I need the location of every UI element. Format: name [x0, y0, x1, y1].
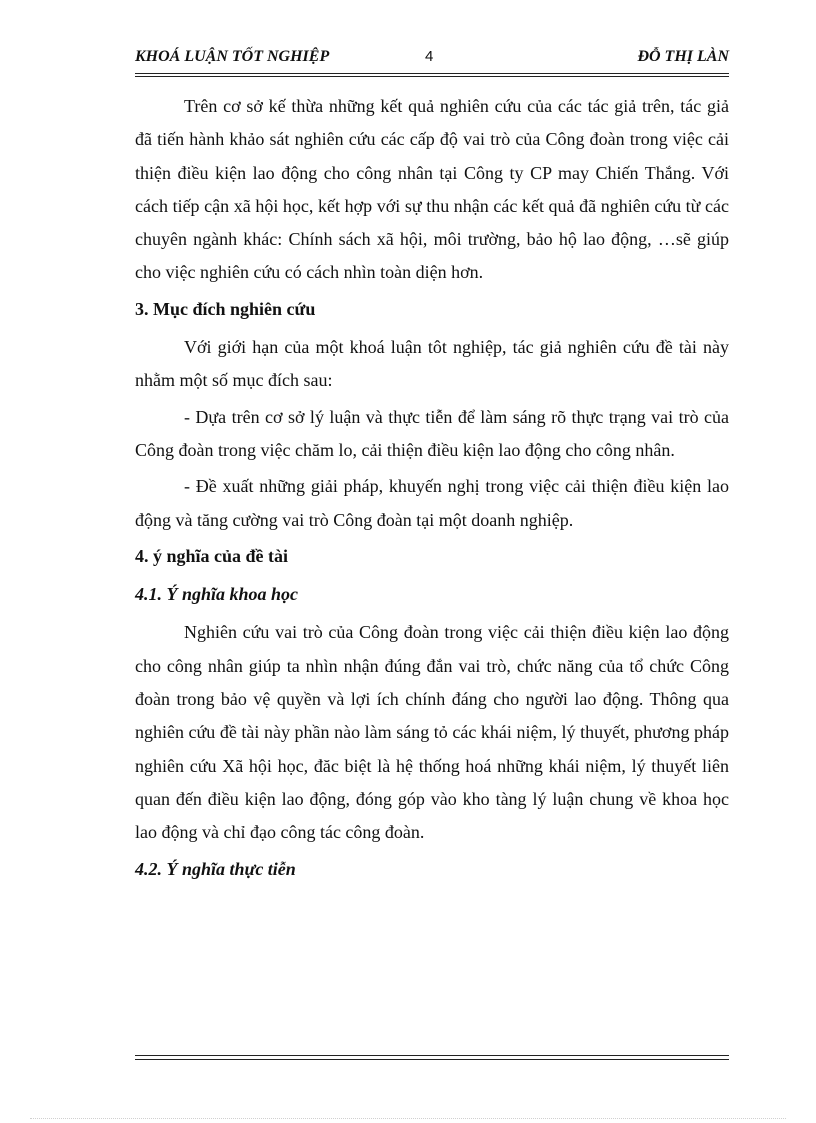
heading-scientific-significance: 4.1. Ý nghĩa khoa học: [135, 584, 299, 605]
paragraph-purpose-item-1: - Dựa trên cơ sở lý luận và thực tiễn để làm sáng rõ thực trạng vai trò của Công đoàn trong việc chăm lo, cải thiện điều kiện lao động cho công nhân.: [135, 406, 729, 460]
heading-significance: 4. ý nghĩa của đề tài: [135, 545, 289, 566]
paragraph-purpose-item-2: - Đề xuất những giải pháp, khuyến nghị trong việc cải thiện điều kiện lao động và tăng cường vai trò Công đoàn tại một doanh nghiệp.: [135, 476, 729, 530]
heading-practical-significance: 4.2. Ý nghĩa thực tiễn: [135, 858, 296, 879]
paragraph-purpose-intro: Với giới hạn của một khoá luận tôt nghiệp, tác giả nghiên cứu đề tài này nhằm một số mục đích sau:: [135, 337, 729, 391]
paragraph-research-basis: Trên cơ sở kế thừa những kết quả nghiên cứu của các tác giả trên, tác giả đã tiến hành khảo sát nghiên cứu các cấp độ vai trò của Công đoàn trong việc cải thiện điều kiện lao động cho công nhân tại Công ty CP may Chiến Thắng. Với cách tiếp cận xã hội học, kết hợp với sự thu nhận các kết quả đã nghiên cứu từ các chuyên ngành khác: Chính sách xã hội, môi trường, bảo hộ lao động, …sẽ giúp cho việc nghiên cứu có cách nhìn toàn diện hơn.: [135, 96, 729, 283]
heading-research-purpose: 3. Mục đích nghiên cứu: [135, 298, 316, 319]
footer-rule-bottom: [135, 1059, 729, 1060]
document-body: [135, 90, 729, 891]
header-author-name: ĐỖ THỊ LÀN: [637, 48, 729, 65]
page-header: [135, 48, 729, 70]
page-number: 4: [425, 48, 434, 65]
page-bottom-dotted-border: [30, 1118, 786, 1119]
header-rule-top: [135, 73, 729, 74]
footer-rule-top: [135, 1055, 729, 1056]
header-thesis-title: KHOÁ LUẬN TỐT NGHIỆP: [135, 48, 330, 65]
header-rule-bottom: [135, 76, 729, 77]
paragraph-scientific-significance: Nghiên cứu vai trò của Công đoàn trong việc cải thiện điều kiện lao động cho công nhân giúp ta nhìn nhận đúng đắn vai trò, chức năng của tổ chức Công đoàn trong bảo vệ quyền và lợi ích chính đáng cho người lao động. Thông qua nghiên cứu đề tài này phần nào làm sáng tỏ các khái niệm, lý thuyết, phương pháp nghiên cứu Xã hội học, đăc biệt là hệ thống hoá những khái niệm, lý thuyết liên quan đến điều kiện lao động, đóng góp vào kho tàng lý luận chung về khoa học lao động và chỉ đạo công tác công đoàn.: [135, 622, 729, 843]
